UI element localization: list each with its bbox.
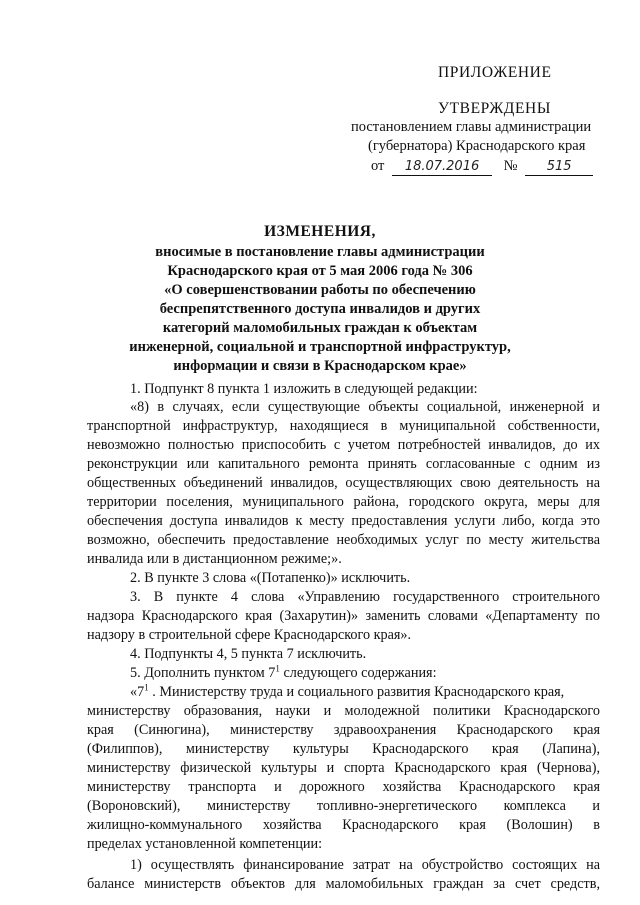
point-7-1-line: министерству транспорта и дорожного хозяйства Краснодарского края (87, 779, 600, 795)
point-7-1-superscript: 1 (144, 682, 149, 693)
item-1-text-line: территории поселения, муниципального района, городского округа, меры для (87, 494, 600, 510)
title-line-5: беспрепятственного доступа инвалидов и других (159, 301, 481, 317)
point-7-1-line: министерству физической культуры и спорта Краснодарского края (Чернова), (87, 760, 600, 776)
number-value: 515 (546, 159, 572, 174)
number-field (525, 158, 593, 176)
date-field (392, 158, 492, 176)
title-line-4: «О совершенствовании работы по обеспечению (164, 282, 476, 298)
approved-label: УТВЕРЖДЕНЫ (438, 100, 551, 117)
title-line-6: категорий маломобильных граждан к объектам (162, 320, 478, 336)
item-1-text-line: инвалида или в дистанционном режиме;». (87, 551, 342, 567)
item-3-line: 3. В пункте 4 слова «Управлению государственного строительного (130, 589, 600, 605)
item-1-text-line: «8) в случаях, если существующие объекты социальной, инженерной и (130, 399, 600, 415)
date-value: 18.07.2016 (404, 159, 480, 174)
item-5-text-end: следующего содержания: (279, 665, 437, 681)
item-3-line: надзору в строительной сфере Краснодарского края». (87, 627, 412, 643)
point-7-1-line (130, 684, 600, 701)
number-label: № (503, 158, 518, 174)
title-heading: ИЗМЕНЕНИЯ, (264, 223, 376, 240)
item-1-text-line: невозможно полностью приспособить с учетом потребностей инвалидов, до их (87, 437, 600, 453)
point-7-1-line: края (Синюгина), министерству здравоохранения Краснодарского края (87, 722, 600, 738)
title-line-8: информации и связи в Краснодарском крае» (173, 358, 467, 374)
item-3-line: надзора Краснодарского края (Захарутин)» заменить словами «Департаменту по (87, 608, 600, 624)
item-5 (130, 665, 437, 682)
title-line-2: вносимые в постановление главы администрации (155, 244, 485, 260)
point-7-1-line: жилищно-коммунального хозяйства Краснодарского края (Волошин) в (87, 817, 600, 833)
item-5-text: 5. Дополнить пунктом 7 (130, 665, 276, 681)
appendix-label: ПРИЛОЖЕНИЕ (438, 64, 552, 81)
point-7-1-start: «7 (130, 684, 145, 700)
point-7-1-line: министерству образования, науки и молодежной политики Краснодарского (87, 703, 600, 719)
item-4: 4. Подпункты 4, 5 пункта 7 исключить. (130, 646, 367, 662)
item-5-superscript: 1 (275, 663, 280, 674)
subitem-1-line: 1) осуществлять финансирование затрат на обустройство состоящих на (130, 857, 600, 873)
item-2: 2. В пункте 3 слова «(Потапенко)» исключить. (130, 570, 411, 586)
title-line-7: инженерной, социальной и транспортной инфраструктур, (129, 339, 511, 355)
item-1-text-line: общественных объединений инвалидов, осуществляющих свою деятельность на (87, 475, 600, 491)
item-1: 1. Подпункт 8 пункта 1 изложить в следующей редакции: (130, 381, 478, 397)
subitem-1-line: балансе министерств объектов для маломобильных граждан за счет средств, (87, 876, 600, 892)
item-1-text-line: возможно, обеспечить предоставление необходимых услуг по месту жительства (87, 532, 600, 548)
item-1-text-line: транспортной инфраструктур, находящиеся в муниципальной собственности, (87, 418, 600, 434)
approved-by-line-2: (губернатора) Краснодарского края (368, 138, 586, 154)
item-1-text-line: реконструкции или капитального ремонта принять согласованные с одним из (87, 456, 600, 472)
item-1-text-line: обеспечения доступа инвалидов к месту предоставления услуги либо, когда это (87, 513, 600, 529)
approved-by-line-1: постановлением главы администрации (351, 119, 592, 135)
title-line-3: Краснодарского края от 5 мая 2006 года № 306 (167, 263, 473, 279)
point-7-1-line: (Вороновский), министерству топливно-энергетического комплекса и (87, 798, 600, 814)
point-7-1-line: (Филиппов), министерству культуры Краснодарского края (Лапина), (87, 741, 600, 757)
date-number-line (371, 158, 593, 176)
point-7-1-line: пределах установленной компетенции: (87, 836, 323, 852)
point-7-1-text: . Министерству труда и социального развития Краснодарского края, (148, 684, 565, 700)
from-label: от (371, 158, 385, 174)
